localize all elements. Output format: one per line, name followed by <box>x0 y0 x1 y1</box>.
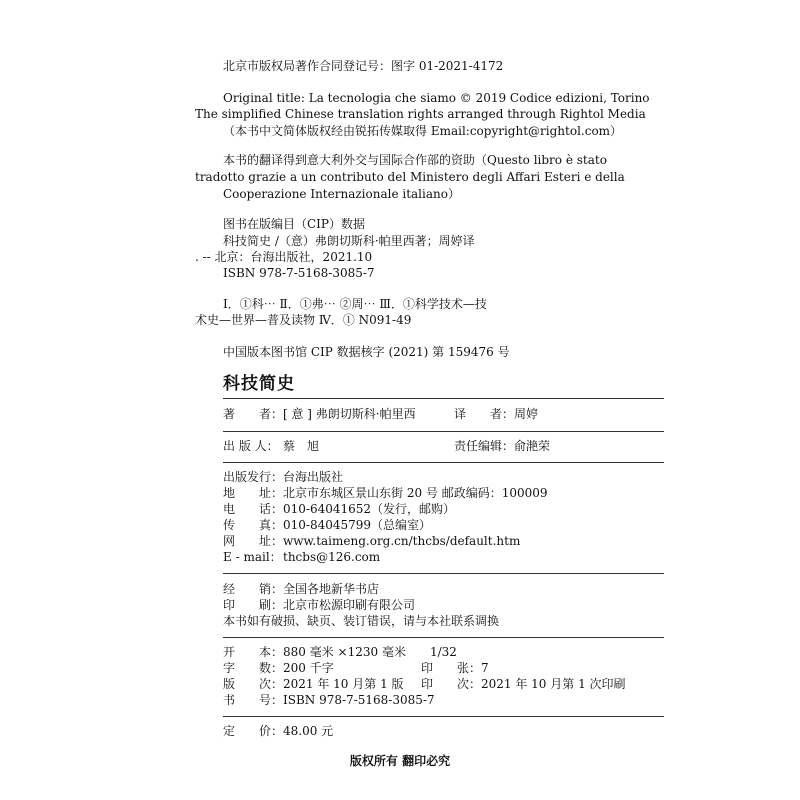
divider <box>223 462 664 463</box>
email-value: thcbs@126.com <box>283 550 381 564</box>
format-value: 880 毫米 ×1230 毫米 1/32 <box>283 645 457 659</box>
cip-line-2: . -- 北京：台海出版社，2021.10 <box>195 250 373 264</box>
price-label: 定 价： <box>223 724 284 738</box>
all-rights-reserved: 版权所有 翻印必究 <box>349 754 451 768</box>
edition-value: 2021 年 10 月第 1 版 <box>283 677 404 691</box>
print-run-label: 印 次： <box>421 677 482 691</box>
divider <box>223 637 664 638</box>
translator-label: 译 者： <box>454 407 515 421</box>
word-count-label: 字 数： <box>223 661 284 675</box>
isbn-label: 书 号： <box>223 693 284 707</box>
editor-label: 责任编辑： <box>454 439 515 453</box>
grant-line-1: 本书的翻译得到意大利外交与国际合作部的资助（Questo libro è stato <box>223 153 607 167</box>
grant-line-3: Cooperazione Internazionale italiano） <box>223 187 460 201</box>
fax-value: 010-84045799（总编室） <box>283 518 432 532</box>
phone-label: 电 话： <box>223 502 284 516</box>
printer-label: 印 刷： <box>223 598 284 612</box>
book-title: 科技简史 <box>223 374 295 394</box>
distribution-value: 台海出版社 <box>283 470 344 484</box>
cip-line-1: 科技简史 /（意）弗朗切斯科·帕里西著；周婷译 <box>223 234 475 248</box>
cip-classification-2: 术史—世界—普及读物 Ⅳ．① N091-49 <box>195 313 412 327</box>
cip-classification-1: Ⅰ．①科⋯ Ⅱ．①弗⋯ ②周⋯ Ⅲ．①科学技术—技 <box>223 297 487 311</box>
divider <box>223 573 664 574</box>
grant-line-2: tradotto grazie a un contributo del Ministero degli Affari Esteri e della <box>195 170 625 184</box>
rights-note-line: （本书中文简体版权经由锐拓传媒取得 Email:copyright@rightol.com） <box>223 124 623 138</box>
address-value: 北京市东城区景山东街 20 号 邮政编码：100009 <box>283 486 548 500</box>
price-value: 48.00 元 <box>283 724 334 738</box>
seller-value: 全国各地新华书店 <box>283 582 380 596</box>
distribution-label: 出版发行： <box>223 470 284 484</box>
cip-heading: 图书在版编目（CIP）数据 <box>223 217 365 231</box>
author-label: 著 者： <box>223 407 284 421</box>
seller-label: 经 销： <box>223 582 284 596</box>
edition-label: 版 次： <box>223 677 284 691</box>
address-label: 地 址： <box>223 486 284 500</box>
divider <box>223 398 664 399</box>
publisher-person-value: 蔡 旭 <box>283 439 320 453</box>
copyright-registration: 北京市版权局著作合同登记号：图字 01-2021-4172 <box>223 59 504 73</box>
sheets-value: 7 <box>481 661 489 675</box>
author-value: [ 意 ] 弗朗切斯科·帕里西 <box>283 407 416 421</box>
website-label: 网 址： <box>223 534 284 548</box>
phone-value: 010-64041652（发行，邮购） <box>283 502 456 516</box>
printer-value: 北京市松源印刷有限公司 <box>283 598 416 612</box>
website-value: www.taimeng.org.cn/thcbs/default.htm <box>283 534 521 548</box>
translator-value: 周婷 <box>514 407 539 421</box>
isbn-value: ISBN 978-7-5168-3085-7 <box>283 693 435 707</box>
damage-notice: 本书如有破损、缺页、装订错误，请与本社联系调换 <box>223 614 500 628</box>
divider <box>223 716 664 717</box>
fax-label: 传 真： <box>223 518 284 532</box>
editor-value: 俞滟荣 <box>514 439 551 453</box>
email-label: E - mail： <box>223 550 282 564</box>
cip-core-number: 中国版本图书馆 CIP 数据核字 (2021) 第 159476 号 <box>223 345 510 359</box>
original-title-line: Original title: La tecnologia che siamo © 2019 Codice edizioni, Torino <box>223 91 650 105</box>
word-count-value: 200 千字 <box>283 661 334 675</box>
publisher-person-label: 出 版 人： <box>223 439 279 453</box>
cip-isbn: ISBN 978-7-5168-3085-7 <box>223 266 375 280</box>
translation-rights-line: The simplified Chinese translation rights arranged through Rightol Media <box>195 107 646 121</box>
format-label: 开 本： <box>223 645 284 659</box>
print-run-value: 2021 年 10 月第 1 次印刷 <box>481 677 626 691</box>
divider <box>223 431 664 432</box>
sheets-label: 印 张： <box>421 661 482 675</box>
